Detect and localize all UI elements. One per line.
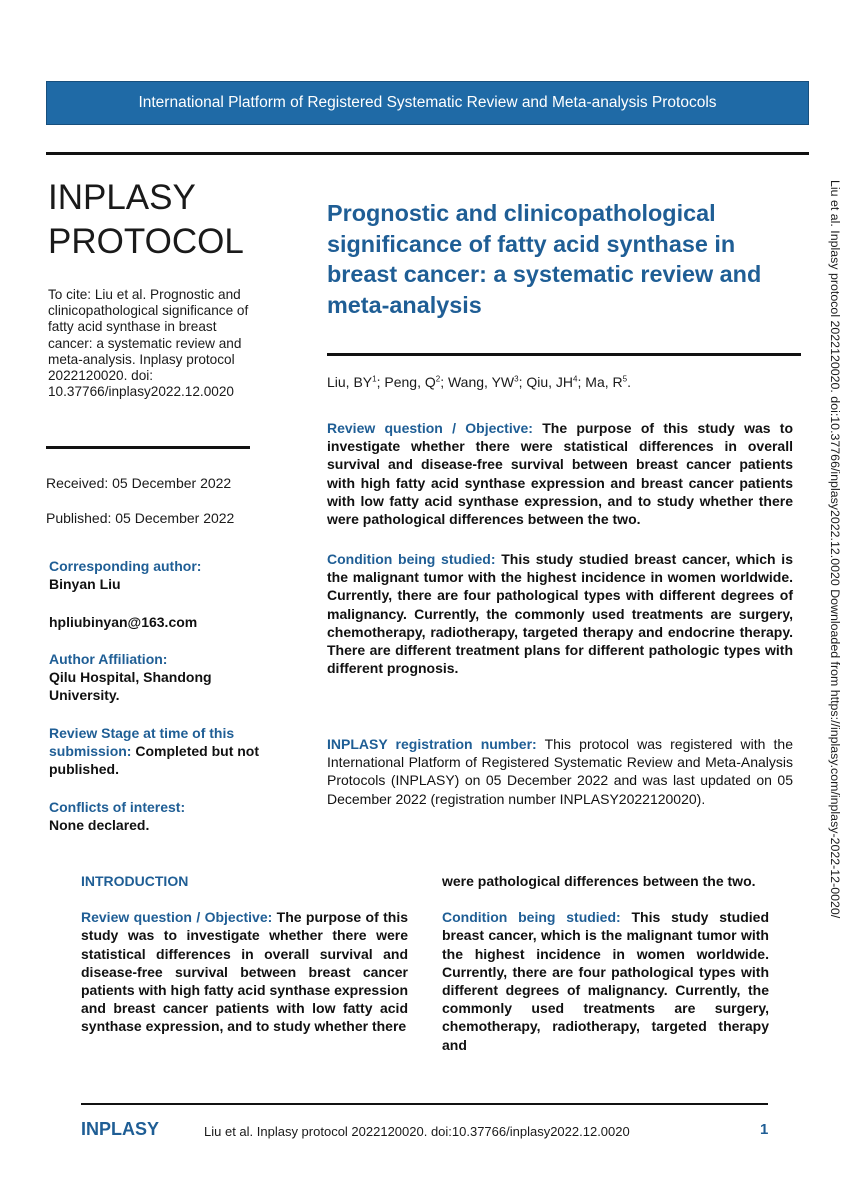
intro-objective-continued: were pathological differences between the two. [442, 873, 756, 889]
author-affiliation-label: Author Affiliation: [49, 651, 168, 667]
top-rule [46, 152, 809, 155]
abstract-objective-label: Review question / Objective: [327, 420, 533, 436]
left-divider [46, 446, 250, 449]
download-side-note: Liu et al. Inplasy protocol 2022120020. doi:10.37766/inplasy2022.12.0020 Downloaded from https://inplasy.com/inplasy-2022-12-0020/ [828, 180, 842, 919]
citation-text: To cite: Liu et al. Prognostic and clinicopathological significance of fatty acid synthase in breast cancer: a systematic review and meta-analysis. Inplasy protocol 2022120020. doi: 10.37766/inplasy2022.12.0020 [48, 287, 249, 400]
intro-condition-label: Condition being studied: [442, 909, 621, 926]
author-name: Liu, BY [327, 374, 373, 390]
registration-number [327, 735, 793, 808]
intro-objective-text: The purpose of this study was to investigate whether there were statistical differences in overall survival and disease-free survival between breast cancer patients with high fatty acid synthase expression and breast cancer patients with low fatty acid synthase expression, and to study whether there [81, 909, 408, 1035]
author-name: Ma, R [585, 374, 623, 390]
page-number: 1 [760, 1121, 769, 1138]
author-affiliation-mark: 1 [372, 374, 377, 384]
registration-text: This protocol was registered with the International Platform of Registered Systematic Review and Meta-Analysis Protocols (INPLASY) on 05 December 2022 and was last updated on 05 December 2022 (registration number INPLASY2022120020). [327, 736, 794, 807]
author-affiliation-value: Qilu Hospital, Shandong University. [49, 669, 212, 703]
title-rule [327, 353, 801, 356]
intro-objective-label: Review question / Objective: [81, 909, 273, 926]
author-name: Qiu, JH [526, 374, 574, 390]
author-email-link[interactable]: hpliubinyan@163.com [49, 614, 198, 630]
author-name: Peng, Q [384, 374, 436, 390]
author-affiliation-mark: 5 [622, 374, 628, 384]
intro-condition [442, 908, 769, 1054]
author-name: Wang, YW [447, 374, 515, 390]
abstract-condition [327, 550, 793, 677]
protocol-heading-line2: PROTOCOL [48, 222, 244, 261]
article-title: Prognostic and clinicopathological significance of fatty acid synthase in breast cancer: a systematic review and meta-analysis [327, 200, 762, 318]
registration-label: INPLASY registration number: [327, 736, 537, 752]
intro-column-left [81, 872, 408, 1036]
author-email[interactable] [49, 613, 279, 631]
review-stage-value: Completed but not published. [49, 743, 260, 777]
author-affiliation-mark: 2 [435, 374, 441, 384]
intro-objective [81, 908, 408, 1035]
author-affiliation-mark: 4 [573, 374, 578, 384]
abstract-condition-text: This study studied breast cancer, which is the malignant tumor with the highest incidence in women worldwide. Currently, there are four pathological types with different degrees of malignancy. Currently, the commonly used treatments are surgery, chemotherapy, radiotherapy, targeted therapy and endocrine therapy. There are different treatment plans for different pathologic types with different prognosis. [327, 551, 793, 677]
protocol-heading [48, 176, 308, 264]
review-stage [49, 724, 269, 778]
corresponding-author [49, 557, 279, 593]
intro-heading: INTRODUCTION [81, 873, 189, 889]
received-date: Received: 05 December 2022 [46, 475, 232, 491]
abstract-objective-text: The purpose of this study was to investigate whether there were statistical differences in overall survival and disease-free survival between breast cancer patients with high fatty acid synthase expression and breast cancer patients with low fatty acid synthase expression, and to study whether there were pathological differences between the two. [327, 420, 794, 528]
platform-banner: International Platform of Registered Systematic Review and Meta-analysis Protocols [46, 81, 809, 125]
footer-rule [81, 1103, 768, 1105]
abstract-objective [327, 419, 793, 528]
footer-brand: INPLASY [81, 1119, 160, 1139]
author-affiliation [49, 650, 279, 704]
review-stage-label: Review Stage at time of this submission: [49, 725, 235, 759]
intro-condition-text: This study studied breast cancer, which is the malignant tumor with the highest incidence in women worldwide. Currently, there are four pathological types with different degrees of malignancy. Currently, the commonly used treatments are surgery, chemotherapy, radiotherapy, targeted therapy and [442, 909, 769, 1053]
footer-citation: Liu et al. Inplasy protocol 2022120020. doi:10.37766/inplasy2022.12.0020 [204, 1124, 630, 1139]
intro-column-right [442, 872, 769, 1054]
author-affiliation-mark: 3 [514, 374, 519, 384]
conflicts-value: None declared. [49, 817, 150, 833]
abstract-condition-label: Condition being studied: [327, 551, 496, 567]
corresponding-author-name: Binyan Liu [49, 576, 121, 592]
published-date: Published: 05 December 2022 [46, 510, 235, 526]
conflicts-of-interest [49, 798, 279, 834]
corresponding-author-label: Corresponding author: [49, 558, 202, 574]
conflicts-label: Conflicts of interest: [49, 799, 186, 815]
protocol-heading-line1: INPLASY [48, 178, 196, 217]
author-list: Liu, $BY^1$; Peng, $Q^2$; Wang, $YW^3$; Qiu, $JH^4$; Ma, $R^5$. [327, 374, 631, 390]
